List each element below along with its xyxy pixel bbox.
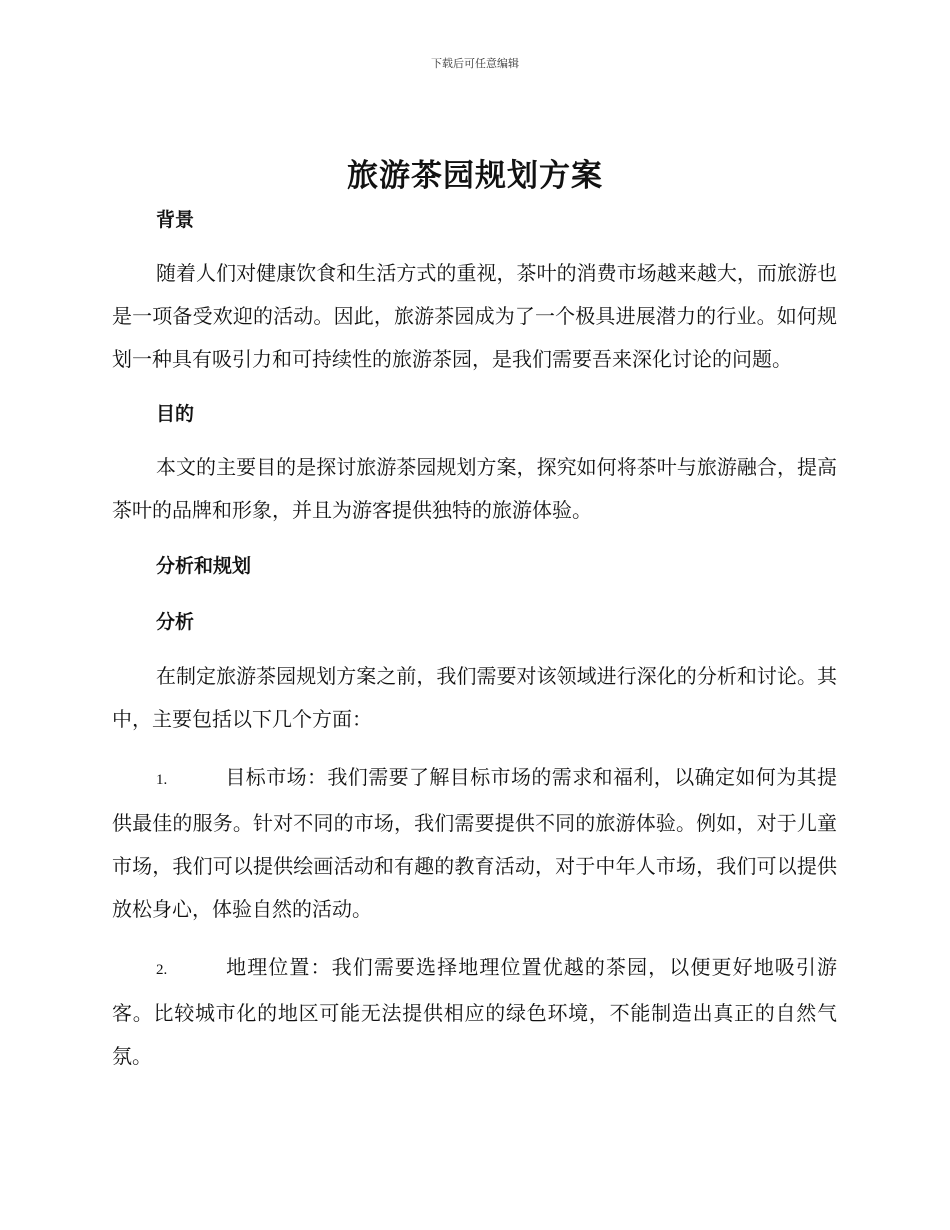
paragraph-purpose: 本文的主要目的是探讨旅游茶园规划方案，探究如何将茶叶与旅游融合，提高茶叶的品牌和形象，并且为游客提供独特的旅游体验。 [112,455,837,522]
list-number: 2. [156,962,168,978]
paragraph-analysis: 在制定旅游茶园规划方案之前，我们需要对该领域进行深化的分析和讨论。其中，主要包括以下几个方面： [112,664,837,731]
page-header-note: 下载后可任意编辑 [431,57,519,70]
list-item-target-market [112,756,837,931]
heading-background: 背景 [156,209,195,231]
heading-analysis-and-planning: 分析和规划 [156,555,252,577]
heading-analysis: 分析 [156,611,195,633]
document-body [112,200,837,1078]
list-item-location [112,946,837,1078]
paragraph-background: 随着人们对健康饮食和生活方式的重视，茶叶的消费市场越来越大，而旅游也是一项备受欢迎的活动。因此，旅游茶园成为了一个极具进展潜力的行业。如何规划一种具有吸引力和可持续性的旅游茶园，是我们需要吾来深化讨论的问题。 [112,261,837,371]
list-item-text: 地理位置：我们需要选择地理位置优越的茶园，以便更好地吸引游客。比较城市化的地区可能无法提供相应的绿色环境，不能制造出真正的自然气氛。 [112,955,837,1068]
heading-purpose: 目的 [156,403,195,425]
document-title: 旅游茶园规划方案 [347,158,603,194]
list-item-text: 目标市场：我们需要了解目标市场的需求和福利，以确定如何为其提供最佳的服务。针对不同的市场，我们需要提供不同的旅游体验。例如，对于儿童市场，我们可以提供绘画活动和有趣的教育活动，对于中年人市场，我们可以提供放松身心，体验自然的活动。 [112,765,837,921]
list-number: 1. [156,772,168,788]
